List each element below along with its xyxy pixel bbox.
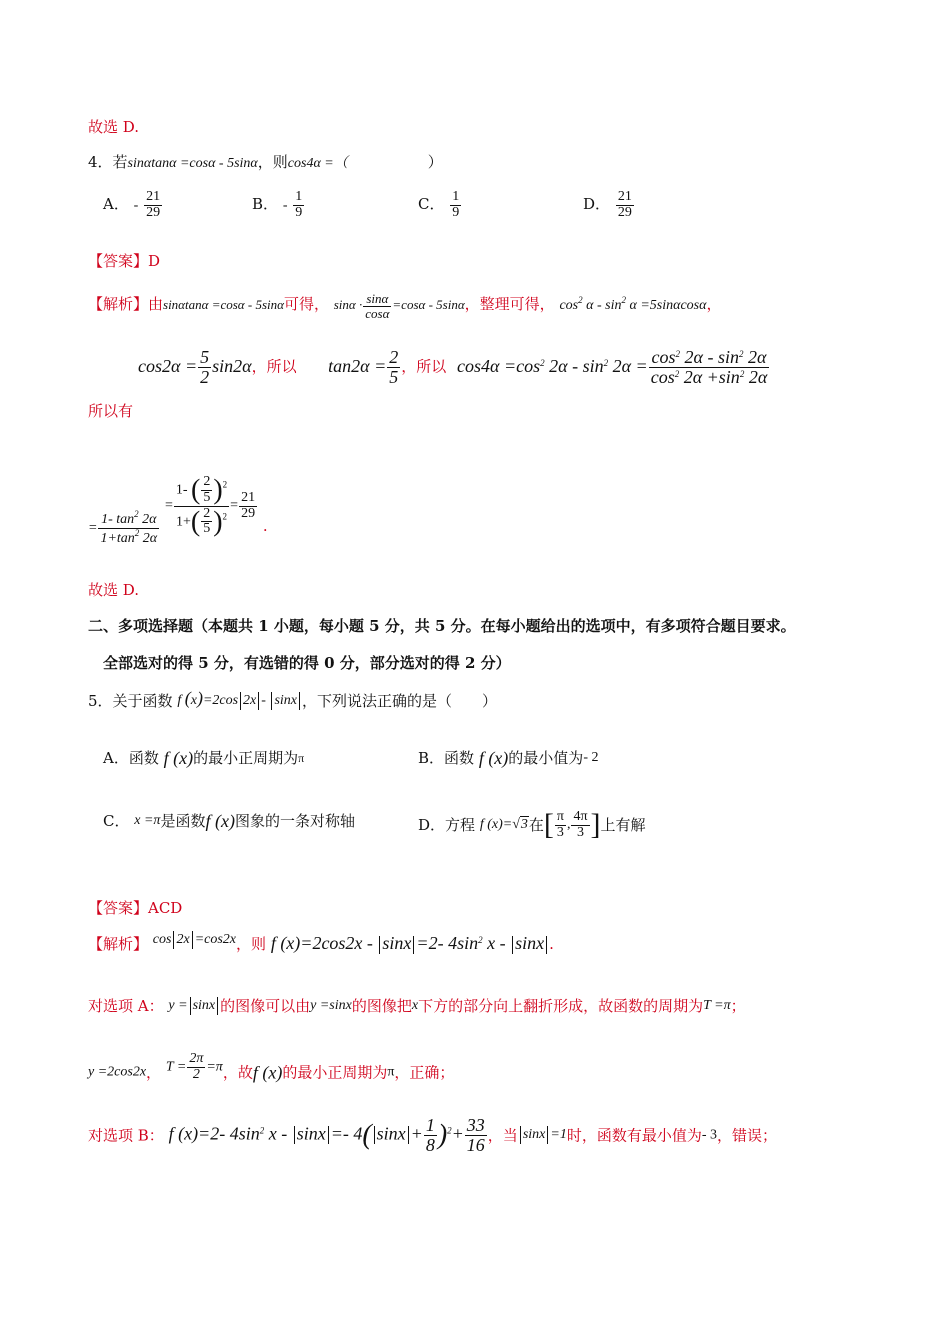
formula-expand: f (x)=2cos2x - sinx =2- $4\sin^2$ x - sinx <box>271 930 549 954</box>
fx-symbol: f (x) <box>478 748 509 768</box>
q5-analysis-option-b <box>88 1116 777 1164</box>
analysis-label: 对选项 A： <box>88 997 164 1015</box>
option-numerator: 21 <box>146 189 161 204</box>
prev-conclusion: 故选 D. <box>88 118 140 136</box>
option-label: A． <box>103 195 129 214</box>
min-value: - 3 <box>701 1127 718 1143</box>
analysis-text: ； <box>730 997 746 1015</box>
option-denominator: 29 <box>146 204 161 220</box>
option-sign: - <box>282 198 288 214</box>
section-2-rule: 全部选对的得 5 分，有选错的得 0 分，部分选对的得 2 分） <box>103 654 511 672</box>
option-denominator: 9 <box>452 204 460 220</box>
q4-analysis-line2 <box>138 348 770 394</box>
fx-symbol: f (x) <box>252 1062 283 1083</box>
option-denominator: 9 <box>295 204 303 220</box>
option-text: 图象的一条对称轴 <box>234 812 355 830</box>
formula-ratio: sinα · $\frac{\sin\alpha}{\cos\alpha}$ =cosα - 5sinα <box>333 290 465 321</box>
q5-option-a <box>103 748 304 788</box>
option-label: B． <box>252 195 279 214</box>
option-denominator: 29 <box>617 204 632 220</box>
option-text: 上有解 <box>600 816 646 835</box>
min-value: - 2 <box>583 750 599 765</box>
fx-symbol: f (x) <box>205 811 235 831</box>
q4-option-b <box>252 190 305 234</box>
analysis-text: ， <box>146 1063 162 1082</box>
analysis-text: ，错误； <box>717 1126 778 1145</box>
q4-target: cos4α =（ <box>287 156 348 171</box>
axis-eq: x =π <box>134 813 161 828</box>
analysis-head: 【解析】由 <box>88 295 164 313</box>
formula-square: f (x)=2- $4\sin^2$ x - sinx =- 4( sinx + $\frac{1}{8}$ )$^2$+ $\frac{33}{16}$ <box>168 1115 485 1155</box>
x-axis: x <box>411 998 419 1013</box>
option-label: A．函数 <box>103 749 159 767</box>
q5-analysis-option-a <box>88 996 746 1032</box>
option-numerator: 1 <box>295 189 303 204</box>
q4-answer: 【答案】D <box>88 252 161 270</box>
q4-mid: ，则 <box>257 153 288 171</box>
analysis-text: 的图像可以由 <box>220 997 311 1015</box>
option-sign: - <box>133 198 139 214</box>
equation: f (x)=√3 <box>479 817 528 833</box>
q4-so-have: 所以有 <box>88 402 134 420</box>
q5-analysis-line1 <box>88 930 554 970</box>
q4-condition: sinαtanα =cosα - 5sinα <box>127 156 258 171</box>
q5-option-b <box>418 748 598 788</box>
question-4-stem <box>88 152 443 174</box>
q4-close: ） <box>427 153 443 171</box>
q4-analysis-line1 <box>88 290 722 330</box>
analysis-head: 【解析】 <box>88 934 149 953</box>
q4-option-d <box>583 190 635 234</box>
option-label: C． <box>103 812 130 830</box>
formula-cos2a: cos2α = $\frac{5}{2}$ sin2α <box>138 347 252 387</box>
formula-cos4a: $\cos 4\alpha =\cos^2$ $2\alpha - \sin^2 2\alpha$ = $\frac{\cos^2 2\alpha - \sin^2 2\alpha}{\cos^2 2\alpha +\sin^2 2\alpha}$ <box>457 347 768 387</box>
analysis-so: ，所以 <box>251 357 297 376</box>
formula-cos2x: y =2cos2x <box>88 1064 147 1080</box>
option-text: 的最小值为 <box>508 749 584 767</box>
formula-tan-ratio: = $\frac{1- \tan^2 2\alpha}{1+\tan^2 2\alpha}$ <box>88 509 158 546</box>
analysis-text: 的图像把 <box>351 997 412 1015</box>
option-text: 的最小正周期为 <box>193 749 299 767</box>
q5-option-c <box>103 810 355 860</box>
q4-conclusion: 故选 D. <box>88 581 140 599</box>
analysis-text: . <box>549 934 554 953</box>
q5-number: 5．关于函数 <box>88 692 173 710</box>
condition-eq: sinx =1 <box>518 1127 567 1142</box>
formula-substitute: = 1- ( $\frac{2}{5}$ )$^2$ 1+( $\frac{2}{5}$ )$^2$ = $\frac{21}{29}$ <box>164 474 256 538</box>
q5-analysis-option-a2 <box>88 1052 454 1092</box>
q5-answer: 【答案】ACD <box>88 899 183 917</box>
analysis-text: ，整理可得， <box>464 295 555 313</box>
formula-abs: cos 2x =cos2x <box>152 932 237 947</box>
formula-tan2a: tan2α = $\frac{2}{5}$ <box>328 347 399 387</box>
question-5-stem <box>88 688 497 728</box>
analysis-text: ，正确； <box>394 1063 455 1082</box>
formula-identity: $\cos^2 \alpha - \sin^2 \alpha =5\sin\alpha\cos\alpha$ <box>559 295 707 313</box>
analysis-text: 的最小正周期为 <box>282 1063 388 1082</box>
analysis-so: ，所以 <box>401 357 447 376</box>
option-label: C． <box>418 195 445 214</box>
fx-symbol: f (x) <box>163 748 194 768</box>
analysis-text: 可得， <box>283 295 329 313</box>
q4-option-c <box>418 190 462 234</box>
analysis-text: 下方的部分向上翻折形成，故函数的周期为 <box>418 997 704 1015</box>
interval: [ $\frac{\pi}{3}$ , $\frac{4\pi}{3}$ ] <box>543 808 601 842</box>
q4-option-a <box>103 190 163 234</box>
formula-period: T = $\frac{2\pi}{2}$ =π <box>165 1051 223 1082</box>
q5-stem-text: ，下列说法正确的是（ ） <box>302 692 498 710</box>
option-text: 在 <box>528 816 544 835</box>
formula-abs-sin: y = sinx <box>168 996 220 1016</box>
q4-analysis-final: = $\frac{1- \tan^2 2\alpha}{1+\tan^2 2\alpha}$ = 1- ( $\frac{2}{5}$ )$^2$ 1+( $\frac{2}{5}$ )$^2$ = $\frac{21}{29}$ . <box>88 474 268 546</box>
option-label: D．方程 <box>418 816 476 835</box>
formula-sin: y =sinx <box>310 998 352 1013</box>
q4-number: 4．若 <box>88 153 128 171</box>
option-label: B．函数 <box>418 749 475 767</box>
analysis-text: 时，函数有最小值为 <box>566 1126 702 1145</box>
q5-option-d <box>418 810 646 860</box>
analysis-label: 对选项 B： <box>88 1126 164 1145</box>
option-label: D． <box>583 195 611 214</box>
period-eq: T =π <box>703 998 731 1013</box>
analysis-text: ，故 <box>222 1063 253 1082</box>
pi-symbol: π <box>387 1064 395 1080</box>
option-numerator: 1 <box>452 189 460 204</box>
option-numerator: 21 <box>617 189 632 204</box>
analysis-condition: sinαtanα =cosα - 5sinα <box>163 297 284 312</box>
analysis-text: ，当 <box>487 1126 518 1145</box>
section-2-title: 二、多项选择题（本题共 1 小题，每小题 5 分，共 5 分。在每小题给出的选项中，有多项符合题目要求。 <box>88 617 796 635</box>
option-text: 是函数 <box>160 812 206 830</box>
analysis-text: ， <box>706 295 722 313</box>
analysis-text: ，则 <box>236 934 267 953</box>
q5-function: f (x)=2cos 2x - sinx <box>177 688 302 711</box>
pi-symbol: π <box>298 751 305 765</box>
